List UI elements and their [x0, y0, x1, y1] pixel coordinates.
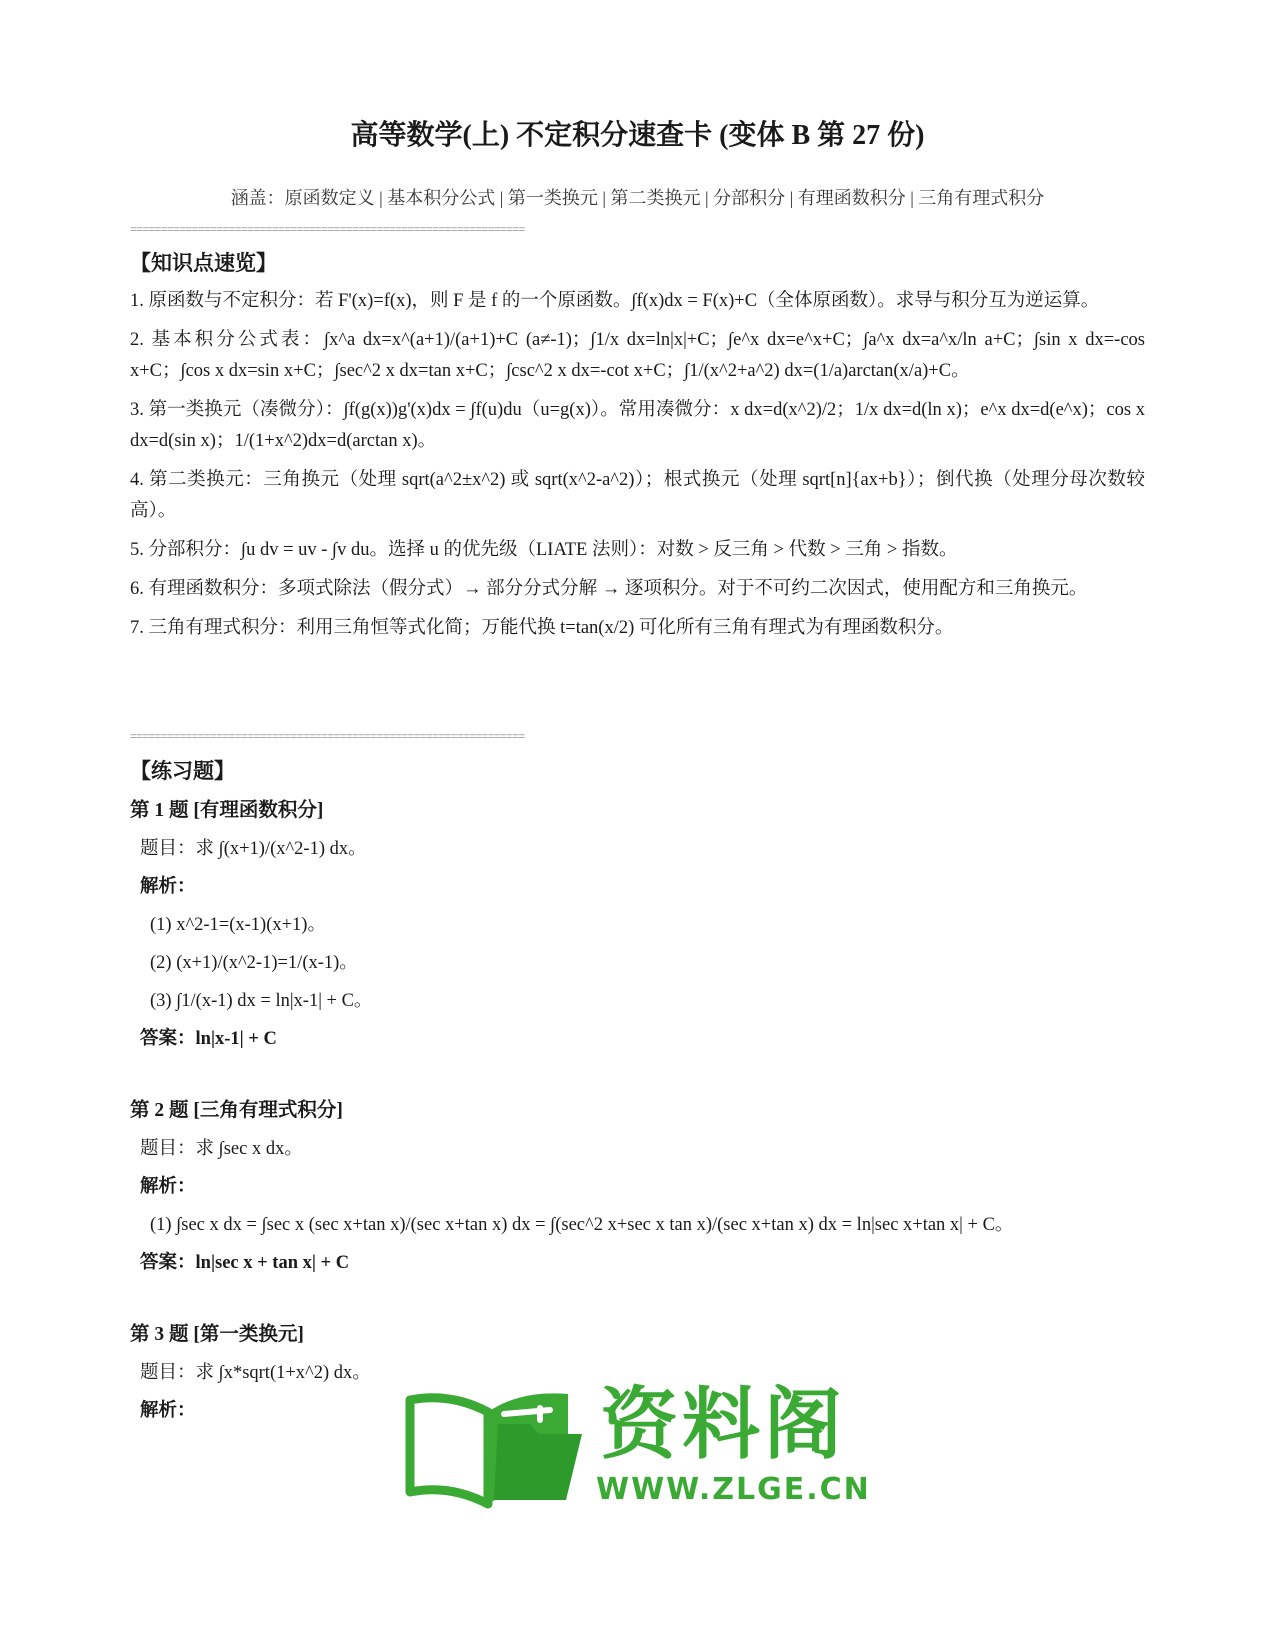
separator-line: ================================================================ [130, 729, 525, 743]
question-block [130, 796, 1145, 1054]
separator-line: ================================================================ [130, 222, 525, 236]
question-body [130, 1134, 1145, 1278]
watermark-url: WWW.ZLGE.CN [596, 1472, 871, 1507]
knowledge-item: 1. 原函数与不定积分：若 F'(x)=f(x)，则 F 是 f 的一个原函数。∫f(x)dx = F(x)+C（全体原函数）。求导与积分互为逆运算。 [130, 291, 1100, 311]
answer-line [140, 1024, 1145, 1054]
knowledge-item: 6. 有理函数积分：多项式除法（假分式）→ 部分分式分解 → 逐项积分。对于不可约二次因式，使用配方和三角换元。 [130, 579, 1088, 599]
knowledge-heading: 【知识点速览】 [130, 251, 277, 275]
answer-value: ln|x-1| + C [195, 1029, 277, 1049]
question-body [130, 834, 1145, 1054]
analysis-step: (3) ∫1/(x-1) dx = ln|x-1| + C。 [150, 991, 373, 1011]
watermark [400, 1380, 871, 1510]
knowledge-item: 2. 基本积分公式表：∫x^a dx=x^(a+1)/(a+1)+C (a≠-1)；∫1/x dx=ln|x|+C；∫e^x dx=e^x+C；∫a^x dx=a^x/ln a+C；∫sin x dx=-cos x+C；∫cos x dx=sin x+C；∫sec^2 x dx=tan x+C；∫csc^2 x dx=-cot x+C；∫1/(x^2+a^2) dx=(1/a)arctan(x/a)+C。 [130, 330, 1145, 381]
analysis-step: (1) x^2-1=(x-1)(x+1)。 [150, 915, 326, 935]
analysis-label: 解析： [140, 877, 196, 897]
knowledge-item: 4. 第二类换元：三角换元（处理 sqrt(a^2±x^2) 或 sqrt(x^2-a^2)）；根式换元（处理 sqrt[n]{ax+b}）；倒代换（处理分母次数较高）。 [130, 470, 1145, 521]
question-text: 题目：求 ∫sec x dx。 [140, 1139, 303, 1159]
answer-label: 答案： [140, 1253, 196, 1273]
practice-heading: 【练习题】 [130, 759, 235, 783]
analysis-step: (1) ∫sec x dx = ∫sec x (sec x+tan x)/(sec x+tan x) dx = ∫(sec^2 x+sec x tan x)/(sec x+tan x) dx = ln|sec x+tan x| + C。 [150, 1215, 1014, 1235]
watermark-name: 资料阁 [600, 1380, 847, 1470]
question-title: 第 2 题 [三角有理式积分] [130, 1100, 343, 1121]
question-text: 题目：求 ∫x*sqrt(1+x^2) dx。 [140, 1363, 371, 1383]
analysis-label: 解析： [140, 1177, 196, 1197]
question-text: 题目：求 ∫(x+1)/(x^2-1) dx。 [140, 839, 367, 859]
knowledge-list [130, 286, 1145, 644]
knowledge-item: 5. 分部积分：∫u dv = uv - ∫v du。选择 u 的优先级（LIATE 法则）：对数 > 反三角 > 代数 > 三角 > 指数。 [130, 540, 958, 560]
answer-label: 答案： [140, 1029, 196, 1049]
knowledge-item: 3. 第一类换元（凑微分）：∫f(g(x))g'(x)dx = ∫f(u)du（u=g(x)）。常用凑微分：x dx=d(x^2)/2；1/x dx=d(ln x)；e^x dx=d(e^x)；cos x dx=d(sin x)；1/(1+x^2)dx=d(arctan x)。 [130, 400, 1145, 451]
open-book-logo-icon [400, 1380, 590, 1510]
analysis-step: (2) (x+1)/(x^2-1)=1/(x-1)。 [150, 953, 358, 973]
question-title: 第 1 题 [有理函数积分] [130, 800, 324, 821]
analysis-label: 解析： [140, 1401, 196, 1421]
knowledge-item: 7. 三角有理式积分：利用三角恒等式化简；万能代换 t=tan(x/2) 可化所有三角有理式为有理函数积分。 [130, 618, 954, 638]
answer-value: ln|sec x + tan x| + C [195, 1253, 350, 1273]
page-title: 高等数学(上) 不定积分速查卡 (变体 B 第 27 份) [350, 120, 925, 151]
question-title: 第 3 题 [第一类换元] [130, 1324, 304, 1345]
page-subtitle: 涵盖：原函数定义 | 基本积分公式 | 第一类换元 | 第二类换元 | 分部积分 | 有理函数积分 | 三角有理式积分 [230, 188, 1045, 208]
practice-section [130, 756, 1145, 786]
knowledge-section [130, 248, 1145, 652]
question-block [130, 1096, 1145, 1278]
answer-line [140, 1248, 1145, 1278]
